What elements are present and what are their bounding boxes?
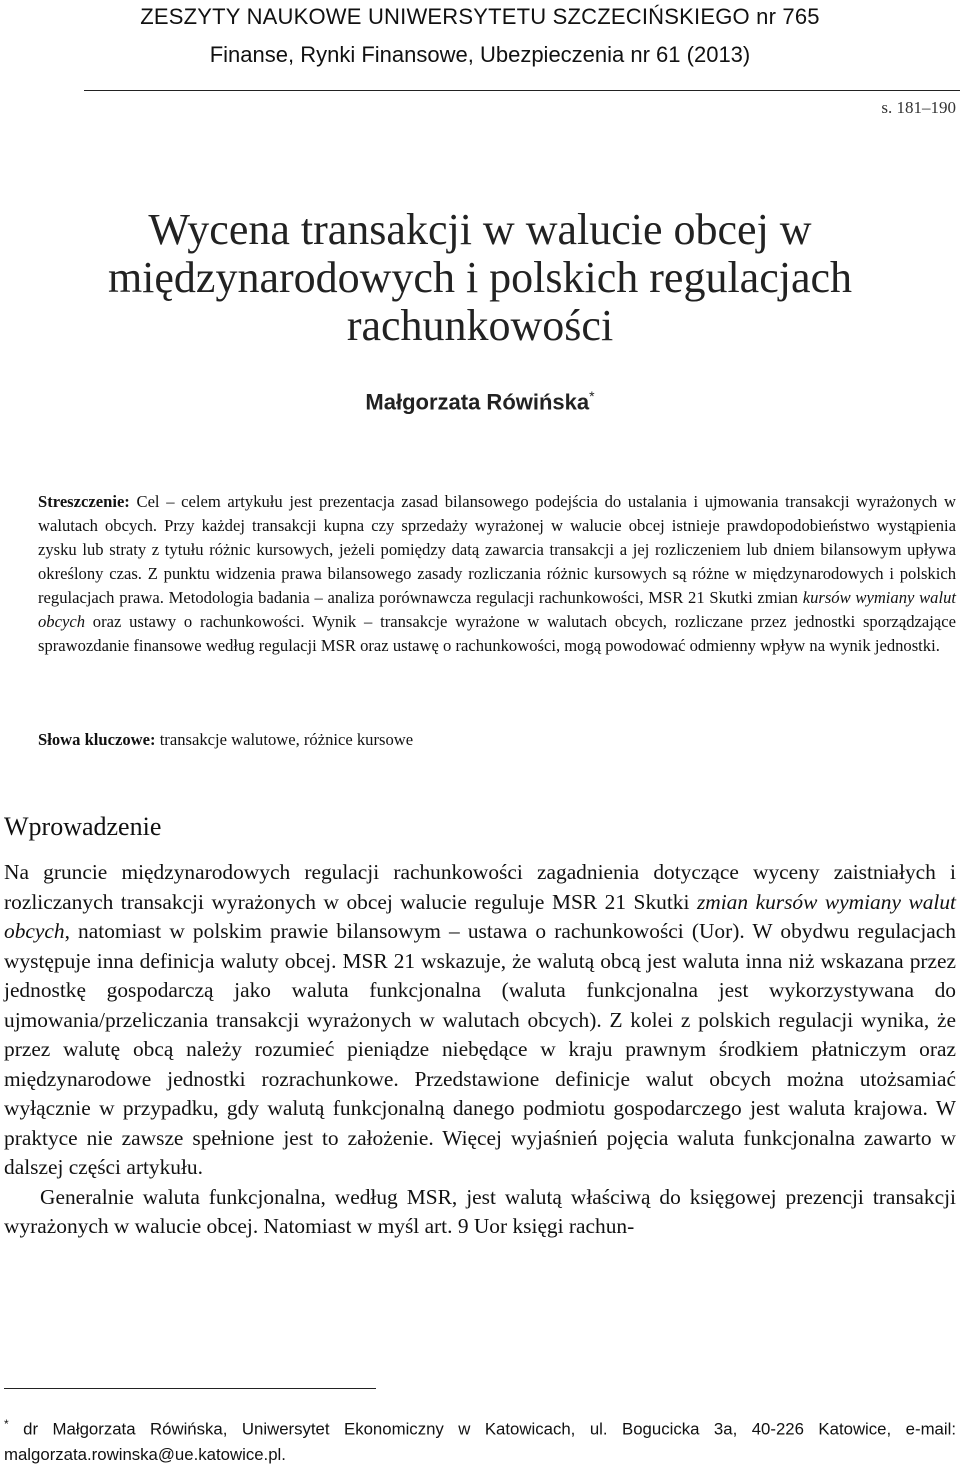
author-name: Małgorzata Rówińska bbox=[365, 389, 590, 415]
keywords-text: transakcje walutowe, różnice kursowe bbox=[155, 730, 414, 749]
journal-title: ZESZYTY NAUKOWE UNIWERSYTETU SZCZECIŃSKIEGO nr 765 bbox=[140, 4, 820, 29]
keywords bbox=[38, 730, 956, 750]
intro-paragraph-2: Generalnie waluta funkcjonalna, według MSR, jest walutą właściwą do księgowej prezencji transakcji wyrażonych w walucie obcej. Natomiast w myśl art. 9 Uor księgi rachun- bbox=[4, 1184, 956, 1238]
header-divider bbox=[84, 90, 960, 91]
footnote-text bbox=[4, 1412, 956, 1467]
journal-issue: Finanse, Rynki Finansowe, Ubezpieczenia nr 61 (2013) bbox=[209, 42, 751, 67]
keywords-label: Słowa kluczowe: bbox=[38, 730, 156, 749]
abstract-body: Cel – celem artykułu jest prezentacja zasad bilansowego podejścia do ustalania i ujmowania transakcji wyrażonych w walutach obcych. Przy każdej transakcji kupna czy sprzedaży wyrażonej w walucie obcej istnieje prawdopodobieństwo wystąpienia zysku lub straty z tytułu różnic kursowych, jeżeli pomiędzy datą zawarcia transakcji a jej rozliczeniem lub dniem bilansowym upływa określony czas. Z punktu widzenia prawa bilansowego zasady rozliczania różnic kursowych są różne w międzynarodowych i polskich regulacjach prawa. Metodologia badania – analiza porównawcza regulacji rachunkowości, MSR 21 Skutki zmian bbox=[38, 492, 956, 607]
author-footnote-mark: * bbox=[589, 388, 595, 404]
footnote-divider bbox=[4, 1388, 376, 1389]
section-heading: Wprowadzenie bbox=[4, 812, 162, 841]
abstract-label: Streszczenie: bbox=[38, 492, 130, 511]
author bbox=[0, 388, 960, 415]
abstract bbox=[38, 490, 956, 658]
page-range: s. 181–190 bbox=[881, 98, 956, 117]
intro-p1-rest: , natomiast w polskim prawie bilansowym – ustawa o rachunkowości (Uor). W obydwu regulacjach występuje inna definicja waluty obcej. MSR 21 wskazuje, że walutą obcą jest waluta inna niż wskazana przez jednostkę gospodarczą jako waluta funkcjonalna (waluta funkcjonalna jest wykorzystywana do ujmowania/przeliczania transakcji wyrażonych w walutach obcych). Z kolei z polskich regulacji wynika, że przez walutę obcą należy rozumieć pieniądze niebędące w kraju prawnym środkiem płatniczym oraz międzynarodowe jednostki rozrachunkowe. Przedstawione definicje walut obcych można utożsamiać wyłącznie w przypadku, gdy walutą funkcjonalną danego podmiotu gospodarczego jest waluta krajowa. W praktyce nie zawsze spełnione jest to założenie. Więcej wyjaśnień pojęcia waluta funkcjonalna zawarto w dalszej części artykułu. bbox=[4, 919, 956, 1179]
abstract-italic: kursów wymiany walut obcych bbox=[38, 588, 956, 631]
footnote bbox=[4, 1412, 956, 1467]
intro-body bbox=[4, 858, 956, 1242]
abstract-body-end: oraz ustawy o rachunkowości. Wynik – transakcje wyrażone w walutach obcych, rozliczane przez jednostki sporządzające sprawozdanie finansowe według regulacji MSR oraz ustawę o rachunkowości, mogą powodować odmienny wpływ na wynik jednostki. bbox=[38, 612, 956, 655]
intro-paragraph-1 bbox=[4, 858, 956, 1183]
abstract-text bbox=[38, 490, 956, 658]
intro-p1-start: Na gruncie międzynarodowych regulacji rachunkowości zagadnienia dotyczące wyceny zaistniałych i rozliczanych transakcji wyrażonych w obcej walucie reguluje MSR 21 Skutki bbox=[4, 860, 956, 914]
footnote-mark: * bbox=[4, 1417, 9, 1431]
intro-p1-italic: zmian kursów wymiany walut obcych bbox=[4, 889, 956, 943]
article-title: Wycena transakcji w walucie obcej w międzynarodowych i polskich regulacjach rachunkowości bbox=[107, 205, 853, 350]
footnote-body: dr Małgorzata Rówińska, Uniwersytet Ekonomiczny w Katowicach, ul. Bogucicka 3a, 40-226 Katowice, e-mail: malgorzata.rowinska@ue.katowice.pl. bbox=[4, 1419, 956, 1464]
